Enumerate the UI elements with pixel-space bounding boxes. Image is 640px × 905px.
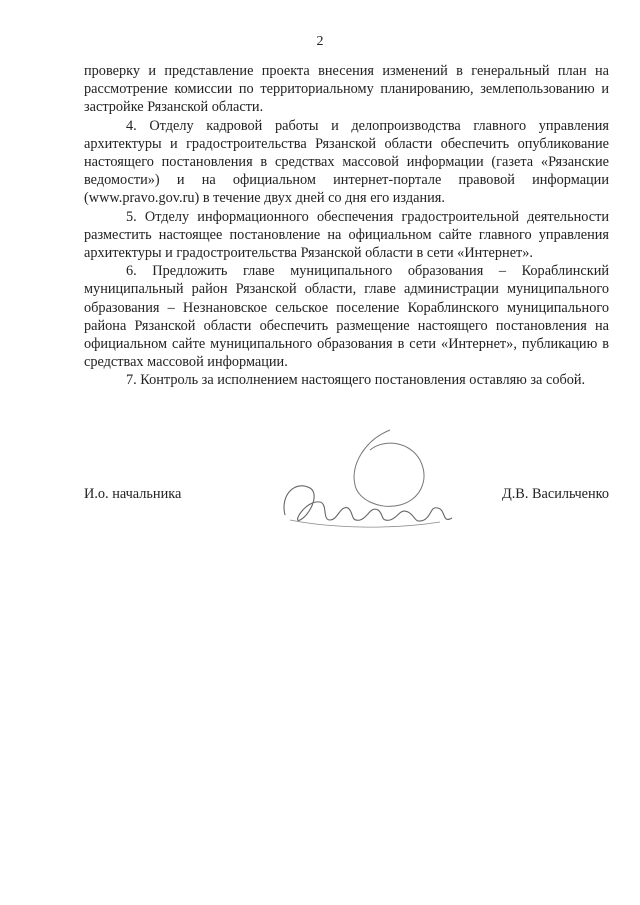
signatory-position: И.о. начальника [84, 486, 182, 502]
signature-block [84, 480, 609, 540]
signatory-name: Д.В. Васильченко [501, 486, 609, 502]
paragraph-item-6: 6. Предложить главе муниципального образования – Кораблинский муниципальный район Рязанской области, главе администрации муниципального образования – Незнановское сельское поселение Кораблинского муниципального района Рязанской области обеспечить размещение настоящего постановления на официальном сайте муниципального образования в сети «Интернет», публикацию в средствах массовой информации. [84, 263, 609, 371]
document-body [84, 62, 609, 390]
paragraph-item-7: 7. Контроль за исполнением настоящего постановления оставляю за собой. [126, 372, 586, 389]
page-number: 2 [316, 34, 324, 49]
paragraph-item-5: 5. Отделу информационного обеспечения градостроительной деятельности разместить настоящее постановление на официальном сайте главного управления архитектуры и градостроительства Рязанской области в сети «Интернет». [84, 208, 609, 262]
paragraph-item-4: 4. Отделу кадровой работы и делопроизводства главного управления архитектуры и градостроительства Рязанской области обеспечить опубликование настоящего постановления в средствах массовой информации (газета «Рязанские ведомости») и на официальном интернет-портале правовой информации (www.pravo.gov.ru) в течение двух дней со дня его издания. [84, 117, 609, 207]
paragraph-continuation: проверку и представление проекта внесения изменений в генеральный план на рассмотрение комиссии по территориальному планированию, землепользованию и застройке Рязанской области. [84, 63, 609, 116]
